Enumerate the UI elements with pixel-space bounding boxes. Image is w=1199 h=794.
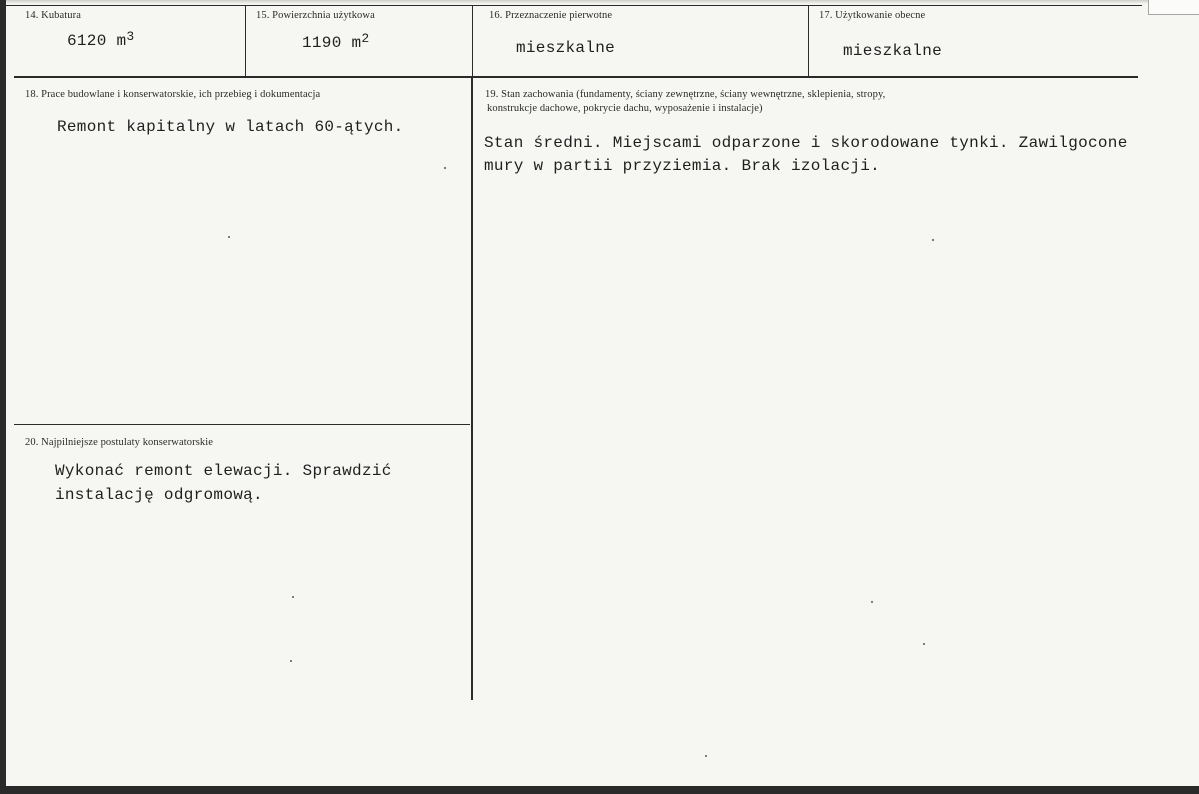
scan-speck — [228, 236, 230, 238]
overlapping-sheet-corner — [1148, 0, 1199, 15]
powierzchnia-exponent: 2 — [361, 31, 370, 46]
scan-speck — [932, 239, 934, 241]
uzytkowanie-value: mieszkalne — [843, 42, 943, 60]
divider-15-16 — [472, 5, 473, 76]
kubatura-number: 6120 m — [67, 32, 127, 50]
divider-16-17 — [808, 5, 809, 76]
scan-top-shadow — [0, 0, 1199, 4]
divider-14-15 — [245, 5, 246, 76]
scan-speck — [871, 601, 873, 603]
uzytkowanie-label: 17. Użytkowanie obecne — [819, 10, 926, 21]
powierzchnia-label: 15. Powierzchnia użytkowa — [256, 10, 375, 21]
main-vertical-divider — [471, 78, 473, 700]
stan-label-line2: konstrukcje dachowe, pokrycie dachu, wyposażenie i instalacje) — [487, 103, 763, 114]
prace-label: 18. Prace budowlane i konserwatorskie, ich przebieg i dokumentacja — [25, 89, 321, 100]
scan-speck — [290, 660, 292, 662]
stan-value-line2: mury w partii przyziemia. Brak izolacji. — [484, 157, 881, 175]
scan-speck — [923, 643, 925, 645]
top-rule — [6, 5, 1142, 6]
kubatura-label: 14. Kubatura — [25, 10, 82, 21]
scan-left-edge — [0, 0, 6, 794]
scan-speck — [292, 596, 294, 598]
postulaty-value-line1: Wykonać remont elewacji. Sprawdzić — [55, 462, 392, 480]
przeznaczenie-label: 16. Przeznaczenie pierwotne — [489, 10, 613, 21]
prace-value: Remont kapitalny w latach 60-ątych. — [57, 118, 404, 136]
scan-speck — [705, 755, 707, 757]
row1-bottom-rule — [14, 76, 1138, 78]
scan-bottom-edge — [0, 786, 1199, 794]
powierzchnia-number: 1190 m — [302, 34, 362, 52]
stan-value-line1: Stan średni. Miejscami odparzone i skorodowane tynki. Zawilgocone — [484, 134, 1128, 152]
przeznaczenie-value: mieszkalne — [516, 39, 616, 57]
powierzchnia-value — [302, 31, 370, 52]
postulaty-value-line2: instalację odgromową. — [55, 486, 263, 504]
kubatura-exponent: 3 — [126, 29, 135, 44]
scan-speck — [444, 167, 446, 169]
postulaty-label: 20. Najpilniejsze postulaty konserwatorskie — [25, 437, 214, 448]
kubatura-value — [67, 29, 135, 50]
stan-label-line1: 19. Stan zachowania (fundamenty, ściany zewnętrzne, ściany wewnętrzne, sklepienia, stropy, — [485, 89, 886, 100]
section-18-20-rule — [14, 424, 470, 425]
